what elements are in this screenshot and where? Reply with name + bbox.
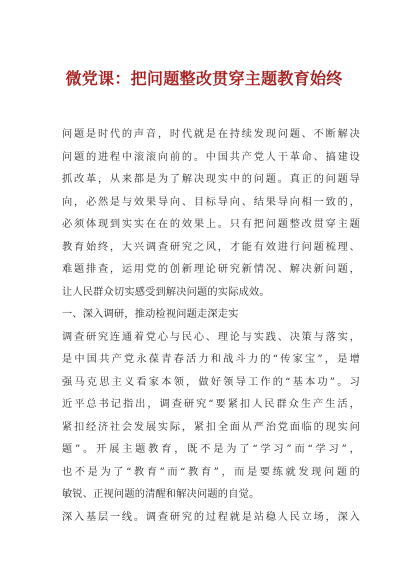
paragraph-line: 也不是为了“教育”而“教育”，而是要练就发现问题的 — [62, 466, 360, 478]
paragraph-line: 近平总书记指出，调查研究“要紧扣人民群众生产生活， — [62, 399, 360, 410]
paragraph-line: 调查研究连通着党心与民心、理论与实践、决策与落实， — [62, 331, 360, 343]
paragraph-line: 问题的进程中滚滚向前的。中国共产党人干革命、搞建设 — [62, 151, 360, 163]
paragraph-line: 题”。开展主题教育，既不是为了“学习”而“学习”， — [62, 444, 360, 455]
document-title: 微党课：把问题整改贯穿主题教育始终 — [65, 69, 343, 88]
paragraph-line: 紧扣经济社会发展实际，紧扣全面从严治党面临的现实问 — [62, 421, 360, 433]
paragraph-line: 必须体现到实实在在的效果上。只有把问题整改贯穿主题 — [62, 219, 360, 230]
paragraph-line: 敏锐、正视问题的清醒和解决问题的自觉。 — [62, 489, 260, 500]
paragraph-line: 问题是时代的声音，时代就是在持续发现问题、不断解决 — [62, 129, 360, 140]
paragraph-line: 难题排查，运用党的创新理论研究新情况、解决新问题， — [62, 264, 360, 275]
paragraph-line: 教育始终，大兴调查研究之风，才能有效进行问题梳理、 — [62, 241, 360, 253]
document-body — [62, 124, 360, 529]
section-heading: 一、深入调研，推动检视问题走深走实 — [62, 309, 239, 320]
paragraph-line: 是中国共产党永葆青春活力和战斗力的“传家宝”，是增 — [62, 354, 360, 365]
paragraph-line: 向，必然是与效果导向、目标导向、结果导向相一致的， — [62, 196, 360, 208]
paragraph-line: 强马克思主义看家本领，做好领导工作的“基本功”。习 — [62, 376, 360, 388]
paragraph-line: 深入基层一线。调查研究的过程就是站稳人民立场，深入 — [62, 511, 360, 523]
paragraph-line: 抓改革，从来都是为了解决现实中的问题。真正的问题导 — [62, 174, 360, 185]
paragraph-line: 让人民群众切实感受到解决问题的实际成效。 — [62, 286, 270, 298]
